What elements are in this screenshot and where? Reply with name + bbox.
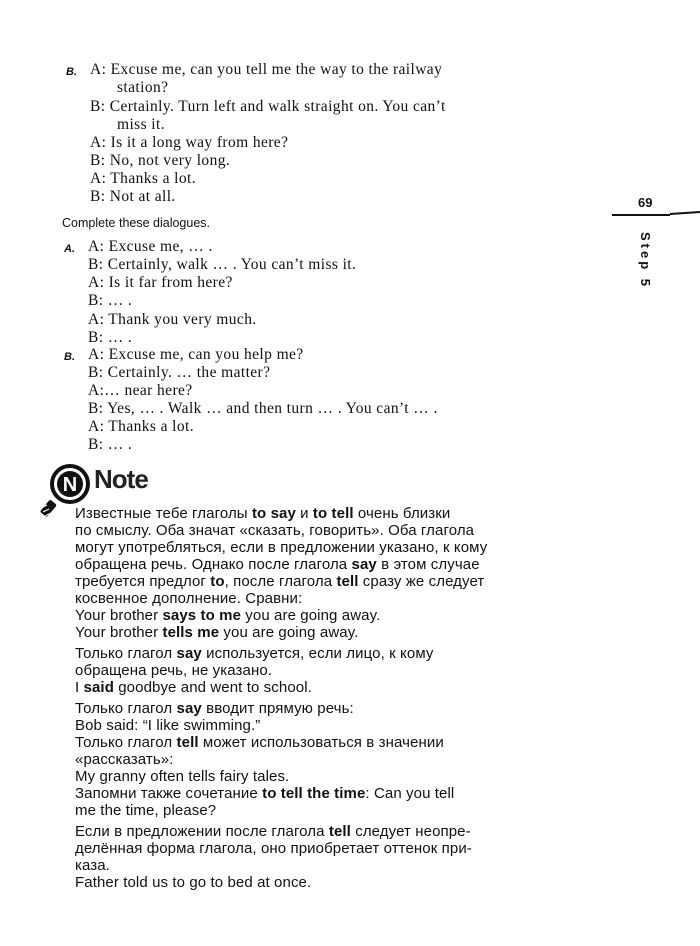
dialogue-label: A.: [64, 243, 75, 255]
note-example: I said goodbye and went to school.: [75, 679, 312, 696]
note-body: [75, 505, 600, 891]
note-line: «рассказать»:: [75, 751, 174, 768]
note-line: Если в предложении после глагола tell следует неопре-: [75, 823, 471, 840]
dialogue-line: miss it.: [117, 116, 165, 133]
note-line: делённая форма глагола, оно приобретает оттенок при-: [75, 840, 472, 857]
note-line: требуется предлог to, после глагола tell сразу же следует: [75, 573, 485, 590]
dialogue-line: A: Thank you very much.: [88, 311, 257, 328]
dialogue-line: B: … .: [88, 436, 133, 453]
page-number-rule: [612, 214, 670, 216]
dialogue-line: station?: [117, 79, 169, 96]
dialogue-line: B: … .: [88, 292, 133, 309]
dialogue-line: A:… near here?: [88, 382, 193, 399]
note-line: по смыслу. Оба значат «сказать, говорить». Оба глагола: [75, 522, 475, 539]
dialogue-line: A: Thanks a lot.: [88, 418, 194, 435]
dialogue-line: B: Certainly, walk … . You can’t miss it.: [88, 256, 357, 273]
note-example: My granny often tells fairy tales.: [75, 768, 290, 785]
dialogue-line: A: Excuse me, can you tell me the way to the railway: [90, 61, 443, 78]
note-line: Известные тебе глаголы to say и to tell очень близки: [75, 505, 451, 522]
page-number-rule-tail: [670, 211, 700, 215]
dialogue-line: A: Is it a long way from here?: [90, 134, 289, 151]
dialogue-line: A: Excuse me, … .: [88, 238, 213, 255]
dialogue-line: A: Is it far from here?: [88, 274, 233, 291]
dialogue-line: A: Excuse me, can you help me?: [88, 346, 304, 363]
page-number: 69: [638, 195, 653, 210]
dialogue-line: B: … .: [88, 329, 133, 346]
side-tab-label: Step 5: [638, 232, 653, 290]
note-line: обращена речь. Однако после глагола say в этом случае: [75, 556, 480, 573]
dialogue-line: B: Yes, … . Walk … and then turn … . You can’t … .: [88, 400, 438, 417]
note-paragraph-4: [75, 734, 600, 785]
note-example: Bob said: “I like swimming.”: [75, 717, 261, 734]
note-line: Только глагол say используется, если лицо, к кому: [75, 645, 434, 662]
dialogue-label: B.: [66, 66, 77, 78]
task-instruction: Complete these dialogues.: [62, 216, 211, 230]
svg-text:N: N: [62, 474, 78, 496]
note-line: Запомни также сочетание to tell the time: Can you tell: [75, 785, 455, 802]
note-line: могут употребляться, если в предложении указано, к кому: [75, 539, 488, 556]
note-paragraph-5: [75, 785, 600, 819]
note-example: Father told us to go to bed at once.: [75, 874, 312, 891]
note-paragraph-1: [75, 505, 600, 607]
note-line: Только глагол tell может использоваться в значении: [75, 734, 444, 751]
note-line: каза.: [75, 857, 110, 874]
dialogue-line: B: Not at all.: [90, 188, 176, 205]
note-paragraph-6: [75, 823, 600, 891]
note-line: Только глагол say вводит прямую речь:: [75, 700, 354, 717]
note-paragraph-2: [75, 645, 600, 696]
note-example: Your brother says to me you are going away.: [75, 607, 381, 624]
dialogue-line: B: No, not very long.: [90, 152, 231, 169]
note-paragraph-3: [75, 700, 600, 734]
dialogue-label: B.: [64, 351, 75, 363]
note-line: me the time, please?: [75, 802, 217, 819]
dialogue-line: B: Certainly. Turn left and walk straight on. You can’t: [90, 98, 446, 115]
note-line: обращена речь, не указано.: [75, 662, 273, 679]
dialogue-line: B: Certainly. … the matter?: [88, 364, 271, 381]
note-title: Note: [94, 464, 148, 494]
note-line: косвенное дополнение. Сравни:: [75, 590, 303, 607]
dialogue-line: A: Thanks a lot.: [90, 170, 196, 187]
note-example: Your brother tells me you are going away.: [75, 624, 359, 641]
